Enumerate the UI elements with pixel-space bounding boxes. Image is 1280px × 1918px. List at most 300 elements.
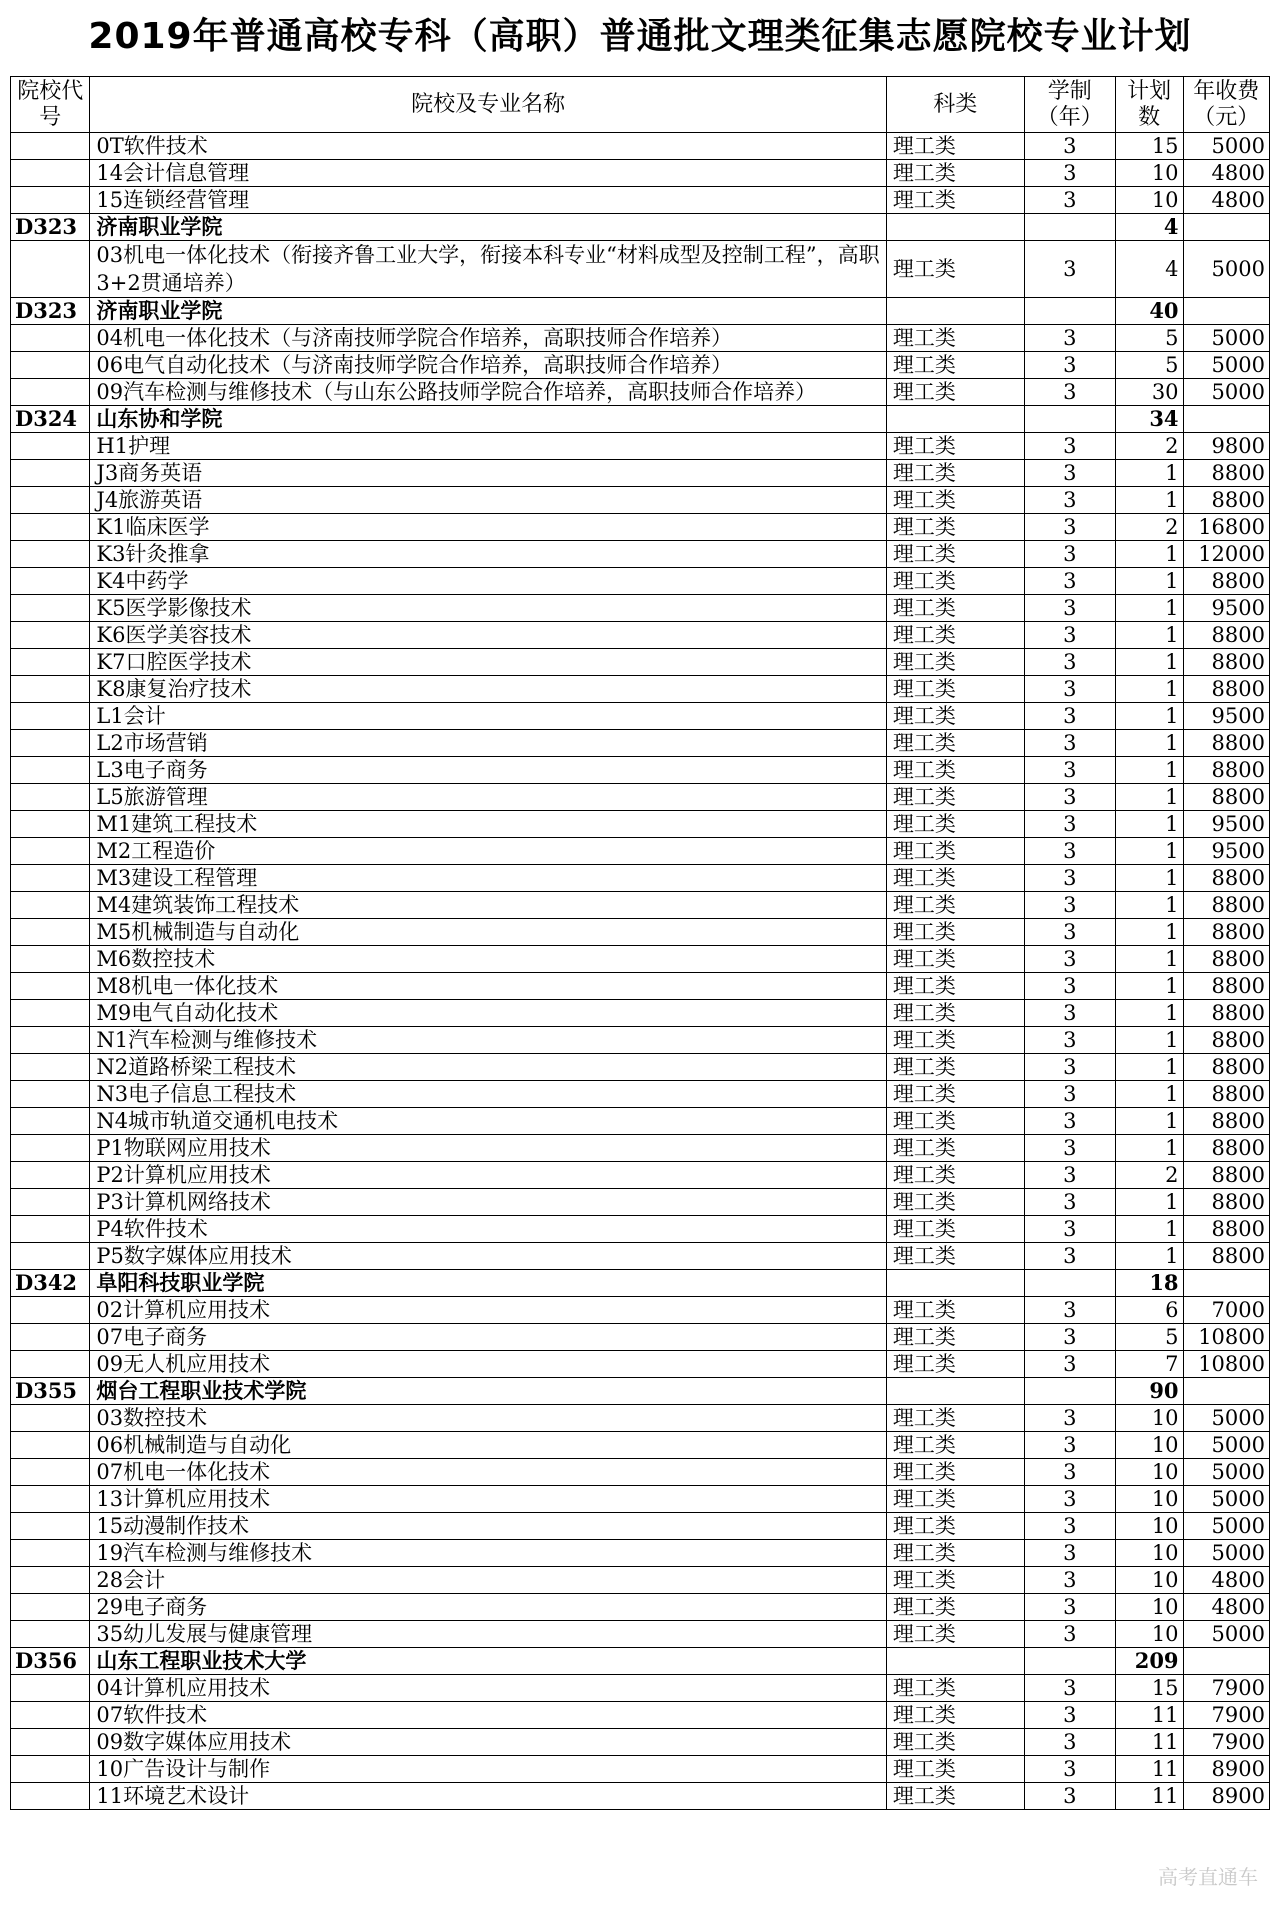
cell-code — [11, 1702, 90, 1729]
cell-category: 理工类 — [886, 460, 1024, 487]
cell-code — [11, 973, 90, 1000]
cell-category: 理工类 — [886, 1027, 1024, 1054]
cell-category: 理工类 — [886, 1729, 1024, 1756]
cell-code — [11, 160, 90, 187]
cell-category: 理工类 — [886, 730, 1024, 757]
cell-plan: 2 — [1115, 1162, 1183, 1189]
cell-name: 济南职业学院 — [90, 298, 887, 325]
cell-plan: 11 — [1115, 1756, 1183, 1783]
cell-name: 山东协和学院 — [90, 406, 887, 433]
cell-plan: 1 — [1115, 1000, 1183, 1027]
cell-plan: 1 — [1115, 919, 1183, 946]
cell-years — [1024, 406, 1115, 433]
cell-fee: 4800 — [1183, 187, 1269, 214]
cell-code — [11, 1108, 90, 1135]
cell-fee — [1183, 1378, 1269, 1405]
table-row — [11, 1027, 1270, 1054]
cell-category: 理工类 — [886, 1351, 1024, 1378]
cell-category: 理工类 — [886, 1675, 1024, 1702]
table-row — [11, 1351, 1270, 1378]
table-row — [11, 1756, 1270, 1783]
cell-fee: 8800 — [1183, 1162, 1269, 1189]
cell-plan: 1 — [1115, 892, 1183, 919]
cell-plan: 10 — [1115, 1540, 1183, 1567]
cell-years: 3 — [1024, 1594, 1115, 1621]
cell-category: 理工类 — [886, 487, 1024, 514]
cell-fee: 8800 — [1183, 919, 1269, 946]
cell-years: 3 — [1024, 1405, 1115, 1432]
cell-fee: 5000 — [1183, 1513, 1269, 1540]
cell-fee: 8800 — [1183, 568, 1269, 595]
table-row — [11, 514, 1270, 541]
cell-fee: 9500 — [1183, 811, 1269, 838]
cell-name: K8康复治疗技术 — [90, 676, 887, 703]
cell-years — [1024, 298, 1115, 325]
cell-plan: 10 — [1115, 187, 1183, 214]
cell-name: M4建筑装饰工程技术 — [90, 892, 887, 919]
cell-years: 3 — [1024, 487, 1115, 514]
cell-years: 3 — [1024, 1756, 1115, 1783]
cell-years: 3 — [1024, 730, 1115, 757]
table-row — [11, 1729, 1270, 1756]
cell-fee — [1183, 1270, 1269, 1297]
cell-years: 3 — [1024, 325, 1115, 352]
cell-category — [886, 1270, 1024, 1297]
cell-years: 3 — [1024, 1351, 1115, 1378]
table-row — [11, 1513, 1270, 1540]
table-row — [11, 1162, 1270, 1189]
cell-years: 3 — [1024, 541, 1115, 568]
cell-fee: 12000 — [1183, 541, 1269, 568]
cell-plan: 1 — [1115, 946, 1183, 973]
header-fee: 年收费（元） — [1183, 77, 1269, 133]
cell-code: D323 — [11, 298, 90, 325]
table-row — [11, 187, 1270, 214]
cell-code — [11, 487, 90, 514]
cell-code — [11, 838, 90, 865]
cell-fee: 8800 — [1183, 865, 1269, 892]
cell-plan: 11 — [1115, 1729, 1183, 1756]
table-row — [11, 676, 1270, 703]
cell-plan: 1 — [1115, 811, 1183, 838]
cell-plan: 1 — [1115, 1243, 1183, 1270]
cell-code — [11, 784, 90, 811]
cell-plan: 10 — [1115, 1405, 1183, 1432]
cell-fee: 8800 — [1183, 757, 1269, 784]
cell-category: 理工类 — [886, 622, 1024, 649]
cell-category: 理工类 — [886, 568, 1024, 595]
cell-years: 3 — [1024, 241, 1115, 298]
cell-name: N4城市轨道交通机电技术 — [90, 1108, 887, 1135]
cell-fee: 8800 — [1183, 892, 1269, 919]
table-row — [11, 595, 1270, 622]
table-row — [11, 568, 1270, 595]
cell-category: 理工类 — [886, 892, 1024, 919]
table-row — [11, 433, 1270, 460]
cell-name: J3商务英语 — [90, 460, 887, 487]
cell-fee: 7900 — [1183, 1675, 1269, 1702]
cell-category — [886, 1378, 1024, 1405]
cell-years: 3 — [1024, 433, 1115, 460]
cell-years: 3 — [1024, 757, 1115, 784]
cell-fee: 4800 — [1183, 1594, 1269, 1621]
school-row — [11, 214, 1270, 241]
table-row — [11, 1189, 1270, 1216]
cell-plan: 1 — [1115, 595, 1183, 622]
table-row — [11, 1405, 1270, 1432]
cell-code — [11, 433, 90, 460]
cell-name: K5医学影像技术 — [90, 595, 887, 622]
cell-code: D342 — [11, 1270, 90, 1297]
table-row — [11, 1108, 1270, 1135]
cell-code — [11, 133, 90, 160]
table-row — [11, 541, 1270, 568]
cell-code — [11, 460, 90, 487]
cell-name: N1汽车检测与维修技术 — [90, 1027, 887, 1054]
cell-category — [886, 298, 1024, 325]
cell-years: 3 — [1024, 595, 1115, 622]
cell-plan: 1 — [1115, 622, 1183, 649]
cell-fee: 8800 — [1183, 784, 1269, 811]
cell-name: L3电子商务 — [90, 757, 887, 784]
cell-code — [11, 865, 90, 892]
cell-name: 06机械制造与自动化 — [90, 1432, 887, 1459]
cell-code — [11, 1540, 90, 1567]
cell-name: L5旅游管理 — [90, 784, 887, 811]
cell-name: 阜阳科技职业学院 — [90, 1270, 887, 1297]
cell-code — [11, 1081, 90, 1108]
cell-fee: 5000 — [1183, 1432, 1269, 1459]
cell-plan: 1 — [1115, 460, 1183, 487]
cell-fee: 16800 — [1183, 514, 1269, 541]
cell-category: 理工类 — [886, 433, 1024, 460]
cell-fee: 5000 — [1183, 1459, 1269, 1486]
cell-years: 3 — [1024, 1702, 1115, 1729]
cell-code — [11, 1729, 90, 1756]
cell-category: 理工类 — [886, 595, 1024, 622]
table-row — [11, 1486, 1270, 1513]
cell-code — [11, 1513, 90, 1540]
cell-category: 理工类 — [886, 1216, 1024, 1243]
cell-plan: 1 — [1115, 757, 1183, 784]
cell-code — [11, 1243, 90, 1270]
cell-fee: 8800 — [1183, 649, 1269, 676]
cell-name: N2道路桥梁工程技术 — [90, 1054, 887, 1081]
cell-code — [11, 241, 90, 298]
cell-category: 理工类 — [886, 1513, 1024, 1540]
cell-fee: 8800 — [1183, 460, 1269, 487]
table-row — [11, 1783, 1270, 1810]
cell-fee: 7900 — [1183, 1702, 1269, 1729]
cell-name: 19汽车检测与维修技术 — [90, 1540, 887, 1567]
cell-category: 理工类 — [886, 649, 1024, 676]
cell-name: 烟台工程职业技术学院 — [90, 1378, 887, 1405]
table-row — [11, 1675, 1270, 1702]
cell-years: 3 — [1024, 133, 1115, 160]
cell-fee: 8800 — [1183, 1027, 1269, 1054]
cell-category: 理工类 — [886, 1054, 1024, 1081]
cell-name: L1会计 — [90, 703, 887, 730]
cell-code: D324 — [11, 406, 90, 433]
cell-code: D323 — [11, 214, 90, 241]
cell-name: M1建筑工程技术 — [90, 811, 887, 838]
cell-years: 3 — [1024, 1486, 1115, 1513]
cell-plan: 1 — [1115, 1027, 1183, 1054]
cell-fee: 8800 — [1183, 622, 1269, 649]
cell-years: 3 — [1024, 1729, 1115, 1756]
cell-years: 3 — [1024, 1513, 1115, 1540]
table-row — [11, 325, 1270, 352]
header-plan: 计划数 — [1115, 77, 1183, 133]
table-row — [11, 838, 1270, 865]
cell-years — [1024, 1270, 1115, 1297]
cell-plan: 209 — [1115, 1648, 1183, 1675]
cell-name: 09数字媒体应用技术 — [90, 1729, 887, 1756]
cell-name: 04计算机应用技术 — [90, 1675, 887, 1702]
cell-name: H1护理 — [90, 433, 887, 460]
cell-years — [1024, 1648, 1115, 1675]
cell-name: P4软件技术 — [90, 1216, 887, 1243]
cell-fee: 5000 — [1183, 1486, 1269, 1513]
cell-fee: 5000 — [1183, 379, 1269, 406]
cell-years: 3 — [1024, 892, 1115, 919]
cell-code — [11, 757, 90, 784]
cell-plan: 1 — [1115, 676, 1183, 703]
cell-code — [11, 379, 90, 406]
cell-plan: 10 — [1115, 1621, 1183, 1648]
cell-category: 理工类 — [886, 703, 1024, 730]
cell-name: 02计算机应用技术 — [90, 1297, 887, 1324]
cell-plan: 2 — [1115, 514, 1183, 541]
cell-years: 3 — [1024, 1216, 1115, 1243]
cell-years: 3 — [1024, 946, 1115, 973]
cell-years — [1024, 214, 1115, 241]
table-row — [11, 1432, 1270, 1459]
cell-years: 3 — [1024, 1324, 1115, 1351]
cell-category: 理工类 — [886, 1621, 1024, 1648]
cell-years: 3 — [1024, 1000, 1115, 1027]
cell-category: 理工类 — [886, 784, 1024, 811]
cell-plan: 90 — [1115, 1378, 1183, 1405]
cell-plan: 1 — [1115, 1216, 1183, 1243]
cell-category: 理工类 — [886, 946, 1024, 973]
cell-code — [11, 1324, 90, 1351]
cell-fee — [1183, 1648, 1269, 1675]
cell-plan: 1 — [1115, 784, 1183, 811]
cell-plan: 15 — [1115, 1675, 1183, 1702]
cell-code — [11, 1567, 90, 1594]
cell-fee: 8800 — [1183, 1135, 1269, 1162]
cell-name: M8机电一体化技术 — [90, 973, 887, 1000]
cell-category: 理工类 — [886, 1162, 1024, 1189]
cell-name: M2工程造价 — [90, 838, 887, 865]
table-row — [11, 1243, 1270, 1270]
header-code: 院校代号 — [11, 77, 90, 133]
cell-plan: 7 — [1115, 1351, 1183, 1378]
cell-fee: 5000 — [1183, 1540, 1269, 1567]
cell-fee: 5000 — [1183, 352, 1269, 379]
cell-name: 07电子商务 — [90, 1324, 887, 1351]
cell-plan: 1 — [1115, 1108, 1183, 1135]
cell-category: 理工类 — [886, 1000, 1024, 1027]
cell-fee — [1183, 214, 1269, 241]
cell-name: 09无人机应用技术 — [90, 1351, 887, 1378]
cell-category: 理工类 — [886, 1486, 1024, 1513]
cell-name: P3计算机网络技术 — [90, 1189, 887, 1216]
cell-plan: 30 — [1115, 379, 1183, 406]
cell-category: 理工类 — [886, 838, 1024, 865]
cell-category: 理工类 — [886, 325, 1024, 352]
cell-years: 3 — [1024, 784, 1115, 811]
cell-category — [886, 214, 1024, 241]
cell-category: 理工类 — [886, 1243, 1024, 1270]
cell-fee: 9500 — [1183, 703, 1269, 730]
cell-plan: 10 — [1115, 1486, 1183, 1513]
cell-name: M6数控技术 — [90, 946, 887, 973]
cell-plan: 1 — [1115, 838, 1183, 865]
table-row — [11, 1459, 1270, 1486]
cell-years: 3 — [1024, 514, 1115, 541]
cell-fee: 8800 — [1183, 946, 1269, 973]
cell-code — [11, 568, 90, 595]
cell-category: 理工类 — [886, 1108, 1024, 1135]
table-row — [11, 784, 1270, 811]
table-row — [11, 379, 1270, 406]
table-row — [11, 1567, 1270, 1594]
cell-years: 3 — [1024, 919, 1115, 946]
cell-name: 0T软件技术 — [90, 133, 887, 160]
table-row — [11, 973, 1270, 1000]
cell-code — [11, 1486, 90, 1513]
table-body — [11, 133, 1270, 1810]
cell-category: 理工类 — [886, 1459, 1024, 1486]
cell-code — [11, 703, 90, 730]
cell-fee: 8800 — [1183, 1189, 1269, 1216]
cell-years: 3 — [1024, 460, 1115, 487]
table-row — [11, 865, 1270, 892]
cell-name: 09汽车检测与维修技术（与山东公路技师学院合作培养，高职技师合作培养） — [90, 379, 887, 406]
cell-category: 理工类 — [886, 1702, 1024, 1729]
table-row — [11, 1702, 1270, 1729]
cell-name: 03数控技术 — [90, 1405, 887, 1432]
watermark-text: 高考直通车 — [1158, 1865, 1258, 1889]
table-row — [11, 757, 1270, 784]
cell-category: 理工类 — [886, 160, 1024, 187]
cell-name: 14会计信息管理 — [90, 160, 887, 187]
cell-plan: 11 — [1115, 1702, 1183, 1729]
cell-fee: 8800 — [1183, 1243, 1269, 1270]
cell-code — [11, 1135, 90, 1162]
cell-code — [11, 946, 90, 973]
cell-category: 理工类 — [886, 133, 1024, 160]
cell-category: 理工类 — [886, 352, 1024, 379]
cell-plan: 5 — [1115, 352, 1183, 379]
cell-fee: 5000 — [1183, 1621, 1269, 1648]
cell-fee: 8800 — [1183, 1216, 1269, 1243]
table-row — [11, 946, 1270, 973]
cell-years: 3 — [1024, 1081, 1115, 1108]
cell-years — [1024, 1378, 1115, 1405]
cell-code — [11, 1216, 90, 1243]
cell-category: 理工类 — [886, 1324, 1024, 1351]
cell-category: 理工类 — [886, 757, 1024, 784]
cell-category: 理工类 — [886, 1297, 1024, 1324]
cell-name: 35幼儿发展与健康管理 — [90, 1621, 887, 1648]
school-row — [11, 406, 1270, 433]
cell-category: 理工类 — [886, 1783, 1024, 1810]
cell-name: 济南职业学院 — [90, 214, 887, 241]
cell-name: 28会计 — [90, 1567, 887, 1594]
cell-plan: 10 — [1115, 1594, 1183, 1621]
cell-years: 3 — [1024, 1459, 1115, 1486]
cell-fee: 9500 — [1183, 838, 1269, 865]
cell-category: 理工类 — [886, 1540, 1024, 1567]
cell-fee: 7000 — [1183, 1297, 1269, 1324]
cell-name: 10广告设计与制作 — [90, 1756, 887, 1783]
cell-code — [11, 892, 90, 919]
table-row — [11, 1540, 1270, 1567]
cell-code — [11, 1162, 90, 1189]
cell-plan: 1 — [1115, 1054, 1183, 1081]
header-category: 科类 — [886, 77, 1024, 133]
cell-plan: 15 — [1115, 133, 1183, 160]
cell-fee: 8800 — [1183, 973, 1269, 1000]
cell-plan: 6 — [1115, 1297, 1183, 1324]
cell-code — [11, 730, 90, 757]
cell-plan: 1 — [1115, 703, 1183, 730]
cell-plan: 5 — [1115, 325, 1183, 352]
cell-plan: 1 — [1115, 865, 1183, 892]
cell-name: J4旅游英语 — [90, 487, 887, 514]
cell-code — [11, 676, 90, 703]
table-row — [11, 1297, 1270, 1324]
table-row — [11, 892, 1270, 919]
cell-category — [886, 1648, 1024, 1675]
cell-name: K6医学美容技术 — [90, 622, 887, 649]
cell-plan: 10 — [1115, 1459, 1183, 1486]
cell-plan: 1 — [1115, 1189, 1183, 1216]
cell-name: K7口腔医学技术 — [90, 649, 887, 676]
cell-name: K3针灸推拿 — [90, 541, 887, 568]
cell-name: 15连锁经营管理 — [90, 187, 887, 214]
cell-code — [11, 811, 90, 838]
cell-years: 3 — [1024, 703, 1115, 730]
table-row — [11, 487, 1270, 514]
cell-plan: 4 — [1115, 241, 1183, 298]
cell-category: 理工类 — [886, 1594, 1024, 1621]
cell-name: M9电气自动化技术 — [90, 1000, 887, 1027]
cell-code — [11, 595, 90, 622]
cell-code — [11, 1432, 90, 1459]
cell-fee — [1183, 298, 1269, 325]
cell-plan: 40 — [1115, 298, 1183, 325]
table-row — [11, 730, 1270, 757]
cell-code — [11, 541, 90, 568]
cell-fee: 8800 — [1183, 487, 1269, 514]
cell-code: D356 — [11, 1648, 90, 1675]
cell-fee: 8900 — [1183, 1783, 1269, 1810]
cell-name: P1物联网应用技术 — [90, 1135, 887, 1162]
cell-category: 理工类 — [886, 1081, 1024, 1108]
cell-name: 11环境艺术设计 — [90, 1783, 887, 1810]
cell-plan: 1 — [1115, 1081, 1183, 1108]
cell-name: 山东工程职业技术大学 — [90, 1648, 887, 1675]
table-row — [11, 1054, 1270, 1081]
cell-years: 3 — [1024, 1297, 1115, 1324]
cell-code — [11, 1000, 90, 1027]
cell-years: 3 — [1024, 1189, 1115, 1216]
cell-code — [11, 1675, 90, 1702]
